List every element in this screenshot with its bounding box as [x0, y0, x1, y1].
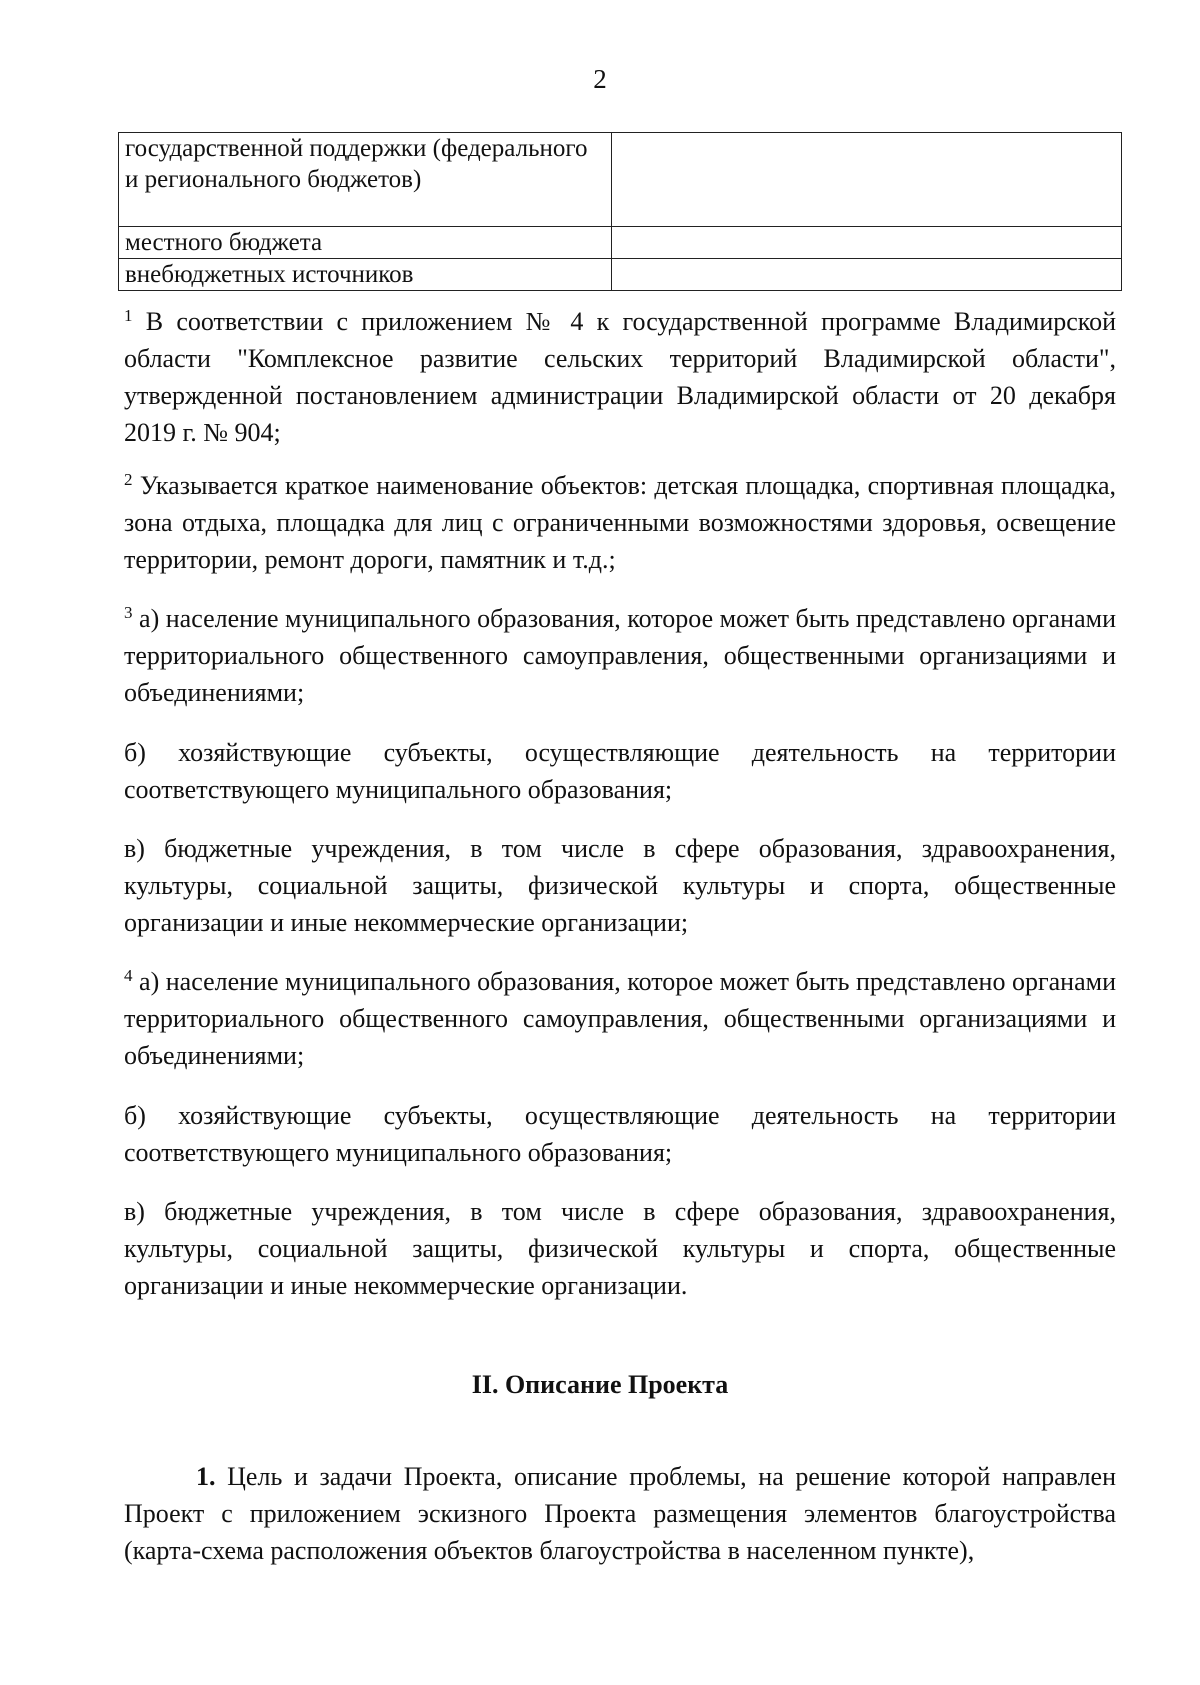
table-cell-label: внебюджетных источников [119, 259, 612, 291]
footnote-3-item-b [124, 734, 1116, 808]
section-item-1 [124, 1458, 1116, 1569]
item-text: Цель и задачи Проекта, описание проблемы, на решение которой направлен Проект с приложением эскизного Проекта размещения элементов благоустройства (карта-схема расположения объектов благоустройства в населенном пункте), [124, 1462, 1117, 1565]
footnote-text: в) бюджетные учреждения, в том числе в сфере образования, здравоохранения, культуры, социальной защиты, физической культуры и спорта, общественные организации и иные некоммерческие организации. [124, 1197, 1116, 1300]
footnote-text: В соответствии с приложением № 4 к государственной программе Владимирской области "Комплексное развитие сельских территорий Владимирской области", утвержденной постановлением администрации Владимирской области от 20 декабря 2019 г. № 904; [124, 307, 1117, 447]
table-cell-label: государственной поддержки (федерального и регионального бюджетов) [119, 133, 612, 227]
table-cell-value [612, 259, 1122, 291]
footnote-4-item-b [124, 1097, 1116, 1171]
footnote-2 [124, 467, 1116, 578]
footnote-mark: 1 [124, 306, 133, 325]
footnote-text: а) население муниципального образования, которое может быть представлено органами территориального общественного самоуправления, общественными организациями и объединениями; [124, 604, 1116, 707]
footnote-3-item-c [124, 830, 1116, 941]
footnote-text: б) хозяйствующие субъекты, осуществляющие деятельность на территории соответствующего муниципального образования; [124, 738, 1116, 804]
footnote-text: б) хозяйствующие субъекты, осуществляющие деятельность на территории соответствующего муниципального образования; [124, 1101, 1116, 1167]
footnote-text: Указывается краткое наименование объектов: детская площадка, спортивная площадка, зона отдыха, площадка для лиц с ограниченными возможностями здоровья, освещение территории, ремонт дороги, памятник и т.д.; [124, 471, 1117, 574]
footnote-text: в) бюджетные учреждения, в том числе в сфере образования, здравоохранения, культуры, социальной защиты, физической культуры и спорта, общественные организации и иные некоммерческие организации; [124, 834, 1116, 937]
footnote-mark: 4 [124, 966, 133, 985]
footnote-3-item-a [124, 600, 1116, 711]
table-cell-label: местного бюджета [119, 227, 612, 259]
table-row [119, 133, 1122, 227]
footnote-4-item-c [124, 1193, 1116, 1304]
page-number: 2 [593, 64, 607, 94]
footnote-4-item-a [124, 963, 1116, 1074]
footnote-mark: 2 [124, 470, 133, 489]
footnote-mark: 3 [124, 603, 133, 622]
section-title: II. Описание Проекта [471, 1370, 729, 1399]
footnote-text: а) население муниципального образования, которое может быть представлено органами территориального общественного самоуправления, общественными организациями и объединениями; [124, 967, 1116, 1070]
table-row [119, 227, 1122, 259]
funding-sources-table [118, 132, 1122, 291]
table-cell-value [612, 133, 1122, 227]
table-row [119, 259, 1122, 291]
footnote-1 [124, 303, 1116, 451]
item-number: 1. [196, 1462, 216, 1491]
table-cell-value [612, 227, 1122, 259]
